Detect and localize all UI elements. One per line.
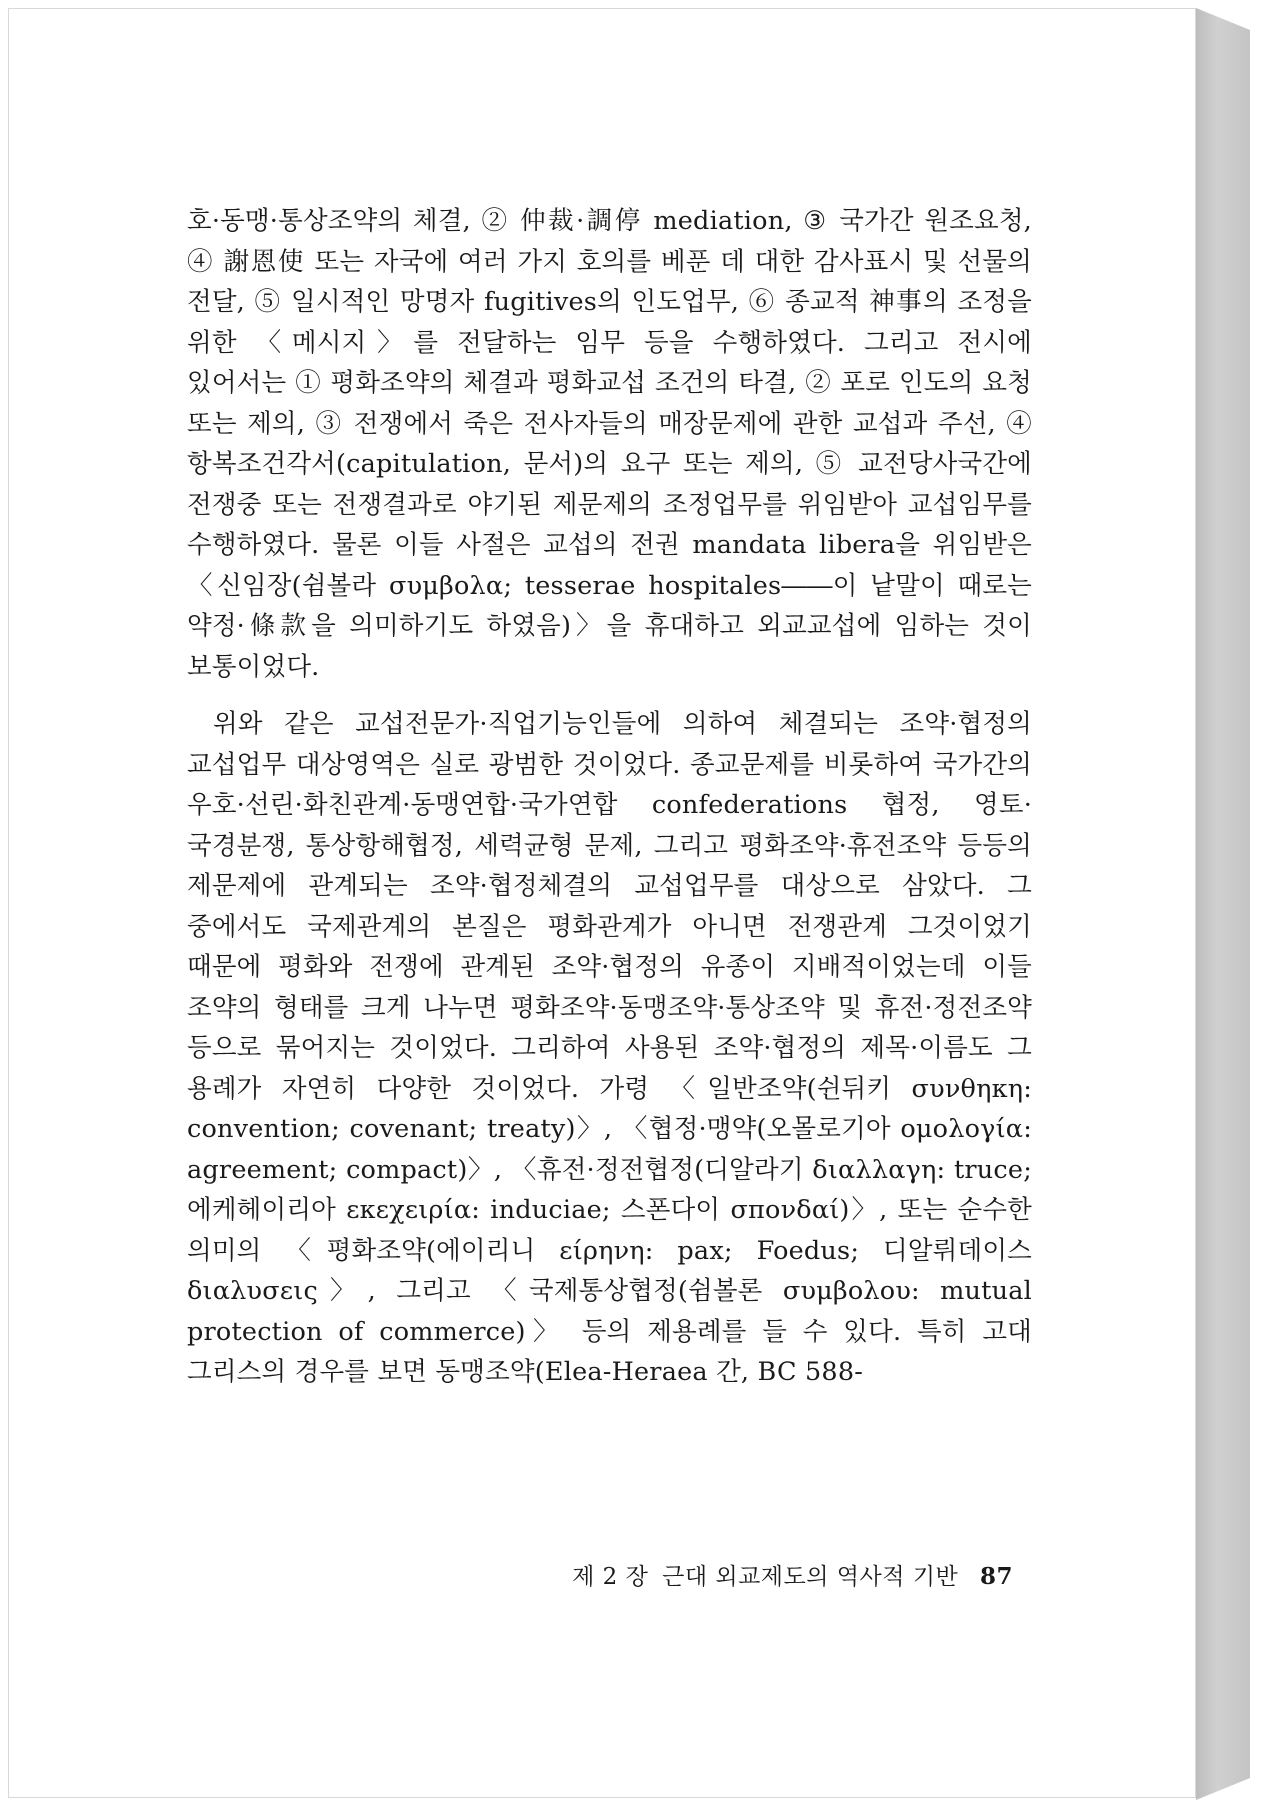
page-number: 87 [979,1563,1013,1590]
page-edge-shadow [1196,8,1250,1800]
paragraph-2: 위와 같은 교섭전문가·직업기능인들에 의하여 체결되는 조약·협정의 교섭업무 대상영역은 실로 광범한 것이었다. 종교문제를 비롯하여 국가간의 우호·선린·화친관계·동맹연합·국가연합 confederations 협정, 영토·국경분쟁, 통상항해협정, 세력균형 문제, 그리고 평화조약·휴전조약 등등의 제문제에 관계되는 조약·협정체결의 교섭업무를 대상으로 삼았다. 그 중에서도 국제관계의 본질은 평화관계가 아니면 전쟁관계 그것이었기 때문에 평화와 전쟁에 관계된 조약·협정의 유종이 지배적이었는데 이들 조약의 형태를 크게 나누면 평화조약·동맹조약·통상조약 및 휴전·정전조약 등으로 묶어지는 것이었다. 그리하여 사용된 조약·협정의 제목·이름도 그 용례가 자연히 다양한 것이었다. 가령 〈일반조약(쉰뒤키 συνθηκη: convention; covenant; treaty)〉, 〈협정·맹약(오몰로기아 ομολογία: agreement; compact)〉, 〈휴전·정전협정(디알라기 διαλλαγη: truce; 에케헤이리아 εκεχειρία: induciae; 스폰다이 σπονδαί)〉, 또는 순수한 의미의 〈평화조약(에이리니 είρηνη: pax; Foedus; 디알뤼데이스 διαλυσεις〉, 그리고 〈국제통상협정(쉼볼론 συμβολου: mutual protection of commerce)〉 등의 제용례를 들 수 있다. 특히 고대 그리스의 경우를 보면 동맹조약(Elea-Heraea 간, BC 588- [187,709,1032,1387]
running-footer [533,1558,1013,1591]
footer-chapter-label: 제 2 장 [572,1564,649,1590]
page-body [187,201,1032,1393]
paragraph-1: 호·동맹·통상조약의 체결, ② 仲裁·調停 mediation, ③ 국가간 원조요청, ④ 謝恩使 또는 자국에 여러 가지 호의를 베푼 데 대한 감사표시 및 선물의 전달, ⑤ 일시적인 망명자 fugitives의 인도업무, ⑥ 종교적 神事의 조정을 위한 〈메시지〉를 전달하는 임무 등을 수행하였다. 그리고 전시에 있어서는 ① 평화조약의 체결과 평화교섭 조건의 타결, ② 포로 인도의 요청 또는 제의, ③ 전쟁에서 죽은 전사자들의 매장문제에 관한 교섭과 주선, ④ 항복조건각서(capitulation, 문서)의 요구 또는 제의, ⑤ 교전당사국간에 전쟁중 또는 전쟁결과로 야기된 제문제의 조정업무를 위임받아 교섭임무를 수행하였다. 물론 이들 사절은 교섭의 전권 mandata libera을 위임받은 〈신임장(쉼볼라 συμβολα; tesserae hospitales――이 낱말이 때로는 약정·條款을 의미하기도 하였음)〉을 휴대하고 외교교섭에 임하는 것이 보통이었다. [187,206,1032,682]
footer-chapter-title: 근대 외교제도의 역사적 기반 [662,1564,959,1590]
